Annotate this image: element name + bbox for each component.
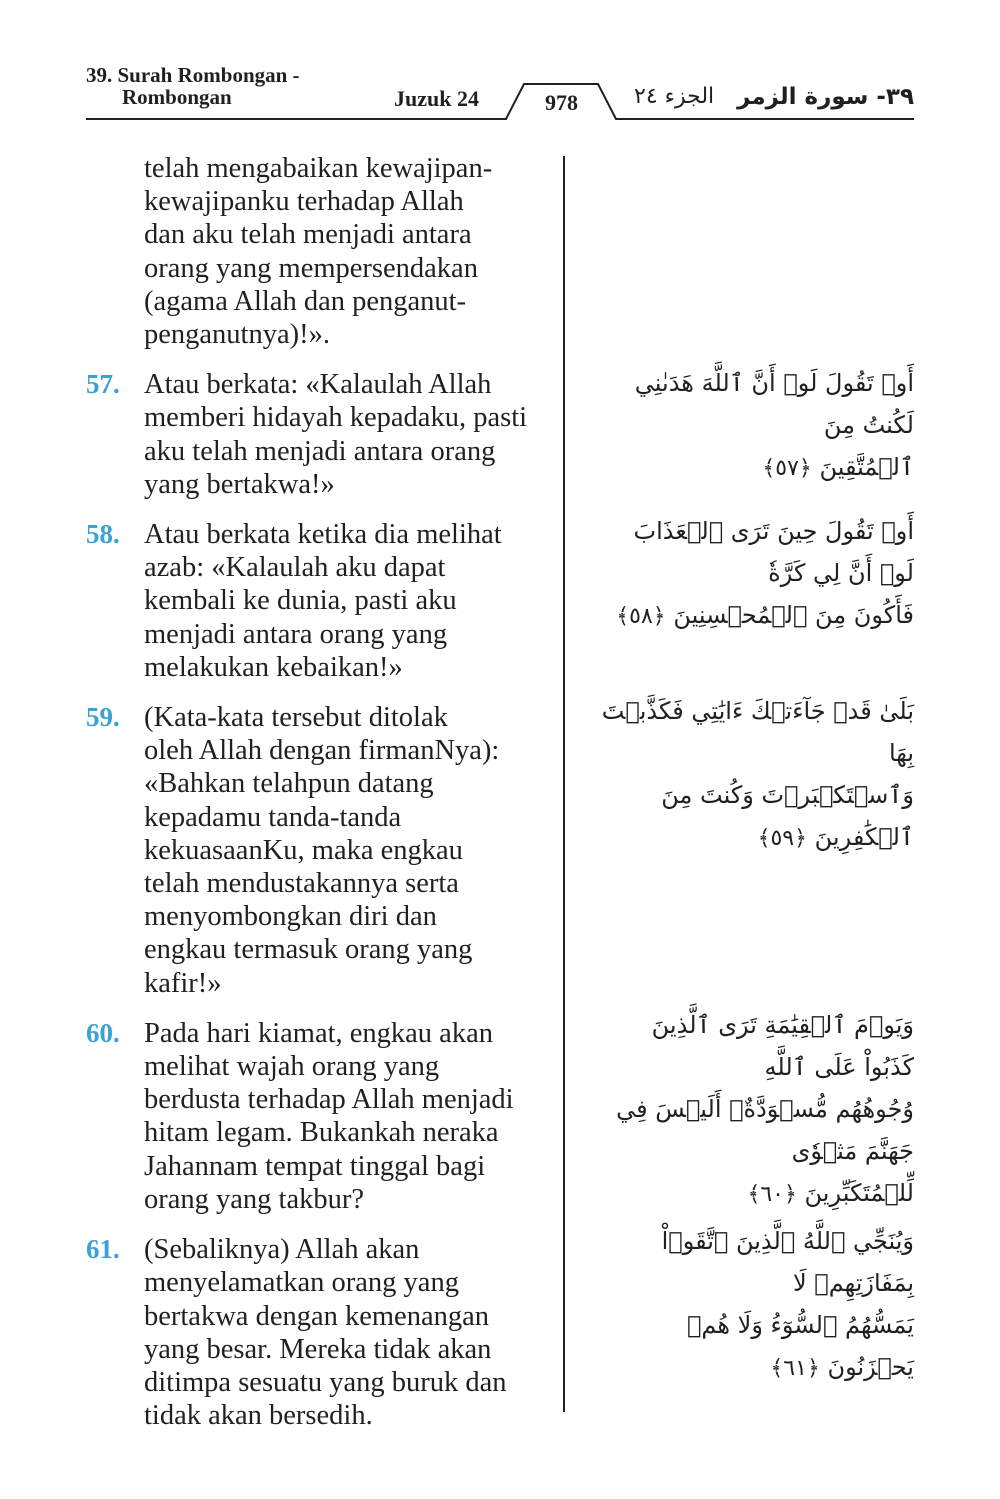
verse-end-marker: ﴿٥٨﴾ <box>616 604 666 629</box>
verse-end-marker: ﴿٥٩﴾ <box>757 826 807 851</box>
continuation-text <box>86 152 556 351</box>
verse-end-marker: ﴿٦١﴾ <box>770 1356 820 1381</box>
translation-column <box>86 152 556 1449</box>
verse-translation: Atau berkata ketika dia melihat azab: «Kalaulah aku dapat kembali ke dunia, pasti aku menjadi antara orang yang melakukan kebaikan!» <box>144 519 502 683</box>
surah-title-line2: Rombongan <box>122 85 232 109</box>
surah-title-arabic: ٣٩- سورة الزمر <box>737 84 914 110</box>
arabic-verse-59 <box>600 690 914 860</box>
continuation-translation: telah mengabaikan kewajipan- kewajipanku terhadap Allah dan aku telah menjadi antara orang yang mempersendakan (agama Allah dan penganut- penganutnya)!». <box>144 153 493 351</box>
page-number: 978 <box>545 90 578 115</box>
verse-58 <box>86 518 556 684</box>
surah-title-latin <box>86 64 346 108</box>
juz-label-arabic: الجزء ٢٤ <box>634 84 715 109</box>
verse-translation: (Kata-kata tersebut ditolak oleh Allah dengan firmanNya): «Bahkan telahpun datang kepadamu tanda-tanda kekuasaanKu, maka engkau telah mendustakannya serta menyombongkan diri dan engkau termasuk orang yang kafir!» <box>144 702 500 999</box>
verse-end-marker: ﴿٥٧﴾ <box>762 456 812 481</box>
verse-translation: Pada hari kiamat, engkau akan melihat wajah orang yang berdusta terhadap Allah menjadi hitam legam. Bukankah neraka Jahannam tempat tinggal bagi orang yang takbur? <box>144 1017 514 1215</box>
page-header <box>86 60 914 124</box>
surah-title-line1: 39. Surah Rombongan - <box>86 63 300 87</box>
arabic-verse-58 <box>600 510 914 638</box>
verse-translation: (Sebaliknya) Allah akan menyelamatkan orang yang bertakwa dengan kemenangan yang besar. Mereka tidak akan ditimpa sesuatu yang buruk dan tidak akan bersedih. <box>144 1234 507 1432</box>
verse-translation: Atau berkata: «Kalaulah Allah memberi hidayah kepadaku, pasti aku telah menjadi antara orang yang bertakwa!» <box>144 369 528 500</box>
verse-number: 57. <box>86 369 120 400</box>
arabic-verse-text: أَوۡ تَقُولَ حِينَ تَرَى ٱلۡعَذَابَ لَوۡ أَنَّ لِي كَرَّةٗ فَأَكُونَ مِنَ ٱلۡمُحۡسِنِينَ <box>633 517 914 629</box>
verse-number: 59. <box>86 702 120 733</box>
arabic-verse-60 <box>600 1004 914 1216</box>
verse-57 <box>86 368 556 501</box>
arabic-verse-text: بَلَىٰ قَدۡ جَآءَتۡكَ ءَايَٰتِي فَكَذَّبۡتَ بِهَا وَٱسۡتَكۡبَرۡتَ وَكُنتَ مِنَ ٱلۡكَٰفِرِينَ <box>601 697 914 851</box>
verse-60 <box>86 1017 556 1216</box>
column-divider <box>563 156 565 1412</box>
verse-number: 60. <box>86 1017 120 1048</box>
arabic-verse-text: أَوۡ تَقُولَ لَوۡ أَنَّ ٱللَّهَ هَدَىٰنِي لَكُنتُ مِنَ ٱلۡمُتَّقِينَ <box>634 369 914 481</box>
arabic-verse-61 <box>600 1220 914 1390</box>
arabic-verse-text: وَيُنَجِّي ٱللَّهُ ٱلَّذِينَ ٱتَّقَوۡاْ بِمَفَازَتِهِمۡ لَا يَمَسُّهُمُ ٱلسُّوٓءُ وَلَا هُمۡ يَحۡزَنُونَ <box>661 1227 914 1381</box>
verse-61 <box>86 1233 556 1432</box>
verse-number: 61. <box>86 1234 120 1265</box>
juz-label-latin: Juzuk 24 <box>394 86 479 111</box>
verse-end-marker: ﴿٦٠﴾ <box>747 1182 797 1207</box>
arabic-verse-57 <box>600 362 914 490</box>
arabic-verse-text: وَيَوۡمَ ٱلۡقِيَٰمَةِ تَرَى ٱلَّذِينَ كَذَبُواْ عَلَى ٱللَّهِ وُجُوهُهُم مُّسۡوَدَّةٌۚ أَلَيۡسَ فِي جَهَنَّمَ مَثۡوٗى لِّلۡمُتَكَبِّرِينَ <box>616 1011 914 1207</box>
verse-59 <box>86 701 556 1000</box>
verse-number: 58. <box>86 519 120 550</box>
